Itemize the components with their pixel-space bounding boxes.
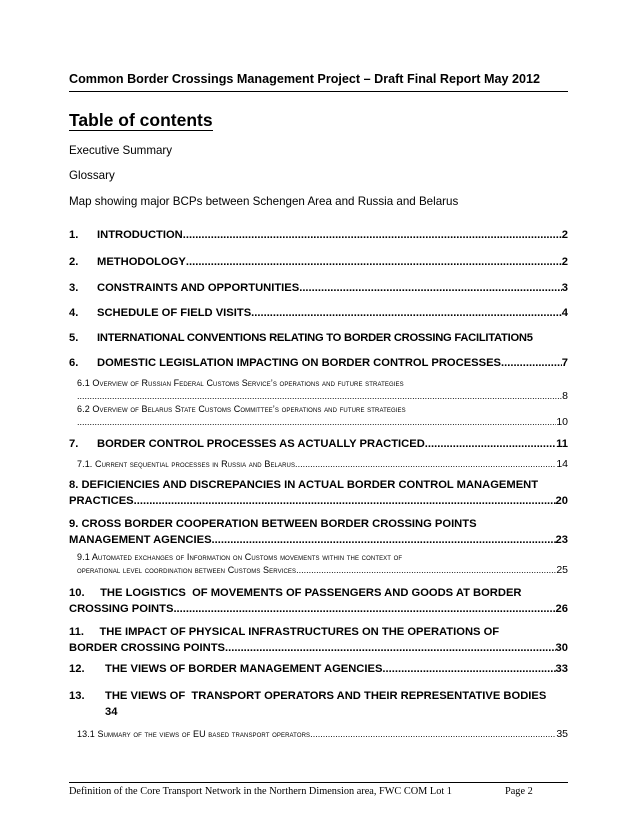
dot-leader <box>186 254 562 270</box>
toc-entry-12[interactable] <box>69 661 568 677</box>
dot-leader <box>298 458 557 471</box>
dot-leader <box>299 280 562 296</box>
subentry-title: 6.1 Overview of Russian Federal Customs Service’s operations and future strategies <box>77 378 404 388</box>
intro-item-executive-summary[interactable]: Executive Summary <box>69 144 173 157</box>
dot-leader <box>183 227 562 243</box>
entry-number: 4. <box>69 307 79 319</box>
dot-leader <box>134 493 556 509</box>
toc-subentry-6-1[interactable] <box>77 377 568 403</box>
entry-number: 3. <box>69 282 79 294</box>
toc-subentry-13-1[interactable] <box>77 728 568 741</box>
toc-subentry-9-1[interactable] <box>77 551 568 577</box>
toc-entry-4[interactable] <box>69 305 568 321</box>
subentry-title: 7.1. Current sequential processes in Russia and Belarus. <box>77 459 298 469</box>
entry-title: BORDER CONTROL PROCESSES AS ACTUALLY PRACTICED <box>97 438 425 450</box>
dot-leader <box>382 661 555 677</box>
toc-subentry-6-2[interactable] <box>77 403 568 429</box>
entry-title-line1: 8. DEFICIENCIES AND DISCREPANCIES IN ACTUAL BORDER CONTROL MANAGEMENT <box>69 479 539 491</box>
toc-entry-11[interactable] <box>69 624 568 656</box>
entry-number: 13. <box>69 690 85 702</box>
dot-leader <box>77 416 556 429</box>
dot-leader <box>77 390 562 403</box>
toc-entry-2[interactable] <box>69 254 568 270</box>
entry-page: 11 <box>556 438 568 450</box>
entry-page: 7 <box>561 357 568 369</box>
subentry-page: 35 <box>556 728 568 740</box>
entry-title: METHODOLOGY <box>97 256 186 268</box>
subentry-title-line2: operational level coordination between Customs Services <box>77 565 297 575</box>
toc-entry-7[interactable] <box>69 436 568 452</box>
toc-entry-6[interactable] <box>69 355 568 371</box>
dot-leader <box>225 640 556 656</box>
entry-title: THE VIEWS OF BORDER MANAGEMENT AGENCIES <box>105 663 383 675</box>
toc-entry-13[interactable] <box>69 688 568 720</box>
entry-number: 5. <box>69 332 79 344</box>
entry-title: SCHEDULE OF FIELD VISITS <box>97 307 252 319</box>
entry-page: 26 <box>555 603 568 615</box>
entry-page: 33 <box>555 663 568 675</box>
intro-item-map[interactable]: Map showing major BCPs between Schengen Area and Russia and Belarus <box>69 195 459 208</box>
entry-title: DOMESTIC LEGISLATION IMPACTING ON BORDER CONTROL PROCESSES <box>97 357 502 369</box>
subentry-page: 8 <box>562 390 568 402</box>
header-divider <box>69 91 568 92</box>
entry-number: 2. <box>69 256 79 268</box>
dot-leader <box>212 532 556 548</box>
entry-page: 2 <box>561 229 568 241</box>
footer-divider <box>69 782 568 783</box>
entry-page: 20 <box>555 495 568 507</box>
subentry-title: 13.1 Summary of the views of EU based transport operators. <box>77 729 313 739</box>
entry-title: INTERNATIONAL CONVENTIONS RELATING TO BORDER CROSSING FACILITATION <box>97 332 527 344</box>
entry-number: 12. <box>69 663 85 675</box>
entry-title: THE VIEWS OF TRANSPORT OPERATORS AND THEIR REPRESENTATIVE BODIES <box>105 690 547 702</box>
subentry-title: 6.2 Overview of Belarus State Customs Committee’s operations and future strategies <box>77 404 406 414</box>
entry-page: 34 <box>105 706 118 718</box>
entry-page: 2 <box>561 256 568 268</box>
entry-title: INTRODUCTION <box>97 229 183 241</box>
toc-entry-8[interactable] <box>69 477 568 509</box>
footer-page-number: Page 2 <box>505 786 533 797</box>
subentry-page: 10 <box>556 416 568 428</box>
entry-title: CONSTRAINTS AND OPPORTUNITIES <box>97 282 300 294</box>
entry-page: 30 <box>555 642 568 654</box>
toc-heading-text: Table of contents <box>69 110 213 130</box>
entry-page: 23 <box>555 534 568 546</box>
entry-title-line1: 9. CROSS BORDER COOPERATION BETWEEN BORDER CROSSING POINTS <box>69 518 477 530</box>
toc-entry-3[interactable] <box>69 280 568 296</box>
entry-number: 1. <box>69 229 79 241</box>
dot-leader <box>251 305 562 321</box>
subentry-page: 25 <box>556 564 568 576</box>
entry-title-line2: MANAGEMENT AGENCIES <box>69 534 212 546</box>
entry-title-line1: 10. THE LOGISTICS OF MOVEMENTS OF PASSENGERS AND GOODS AT BORDER <box>69 587 522 599</box>
entry-page: 5 <box>526 332 533 344</box>
intro-item-glossary[interactable]: Glossary <box>69 169 115 182</box>
dot-leader <box>313 728 557 741</box>
dot-leader <box>173 601 555 617</box>
entry-title-line2: CROSSING POINTS <box>69 603 174 615</box>
entry-number: 7. <box>69 438 79 450</box>
dot-leader <box>296 564 556 577</box>
entry-title-line1: 11. THE IMPACT OF PHYSICAL INFRASTRUCTURES ON THE OPERATIONS OF <box>69 626 500 638</box>
entry-number: 6. <box>69 357 79 369</box>
subentry-title-line1: 9.1 Automated exchanges of Information on Customs movements within the context of <box>77 552 403 562</box>
footer-text: Definition of the Core Transport Network in the Northern Dimension area, FWC COM Lot 1 <box>69 786 452 797</box>
toc-entry-9[interactable] <box>69 516 568 548</box>
entry-title-line2: PRACTICES <box>69 495 134 507</box>
document-header-title: Common Border Crossings Management Project – Draft Final Report May 2012 <box>69 72 540 86</box>
toc-entry-5[interactable] <box>69 330 568 346</box>
toc-heading <box>69 110 213 131</box>
toc-entry-10[interactable] <box>69 585 568 617</box>
subentry-page: 14 <box>556 458 568 470</box>
dot-leader <box>425 436 556 452</box>
entry-title-line2: BORDER CROSSING POINTS <box>69 642 226 654</box>
entry-page: 3 <box>561 282 568 294</box>
toc-entry-1[interactable] <box>69 227 568 243</box>
dot-leader <box>501 355 562 371</box>
entry-page: 4 <box>561 307 568 319</box>
toc-subentry-7-1[interactable] <box>77 458 568 471</box>
